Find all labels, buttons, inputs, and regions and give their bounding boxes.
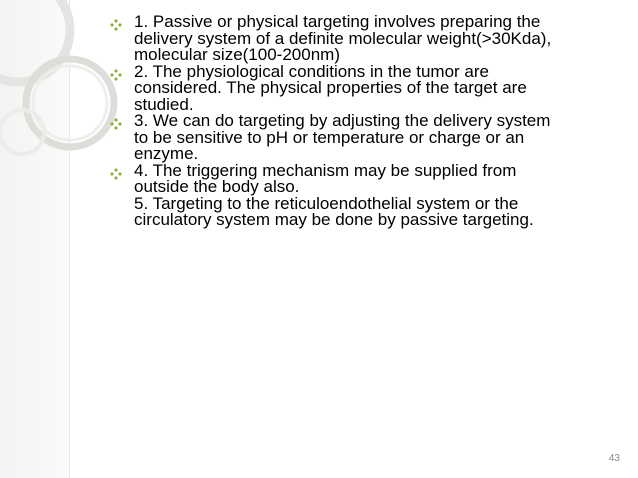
four-diamond-bullet-icon <box>110 19 122 31</box>
decor-ring-mid <box>26 59 114 147</box>
bullet-text: 2. The physiological conditions in the tumor are considered. The physical properties of the target are studied. <box>134 61 527 114</box>
bullet-item-2 <box>110 61 620 114</box>
bullet-item-3 <box>110 113 620 163</box>
bullet-item-1 <box>110 14 620 64</box>
bullet-text: 4. The triggering mechanism may be supplied from outside the body also. 5. Targeting to the reticuloendothelial system or the circulatory system may be done by passive targeting. <box>134 160 534 229</box>
bullet-item-4 <box>110 160 620 229</box>
four-diamond-bullet-icon <box>110 118 122 130</box>
page-number: 43 <box>608 453 620 464</box>
decor-ring-large <box>0 0 70 82</box>
decorative-rings-icon <box>0 0 120 478</box>
bullet-list <box>110 14 620 229</box>
four-diamond-bullet-icon <box>110 69 122 81</box>
bullet-text: 1. Passive or physical targeting involves preparing the delivery system of a definite molecular weight(>30Kda), molecular size(100-200nm) <box>134 12 552 64</box>
four-diamond-bullet-icon <box>110 168 122 180</box>
bullet-text: 3. We can do targeting by adjusting the delivery system to be sensitive to pH or temperature or charge or an enzyme. <box>134 111 551 163</box>
